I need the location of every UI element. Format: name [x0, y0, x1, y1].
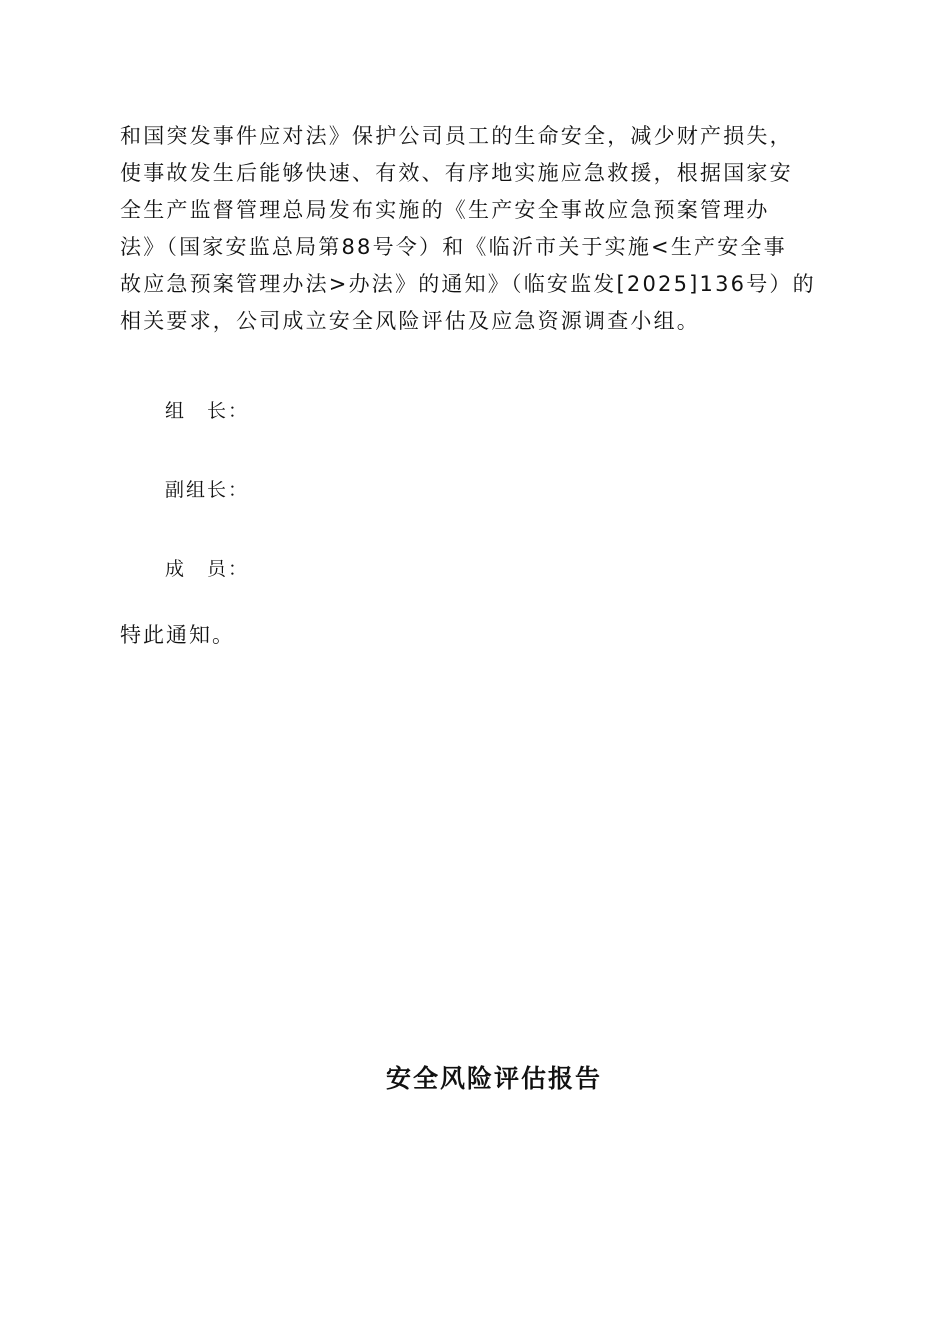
closing-remark: 特此通知。: [120, 623, 235, 647]
paragraph-line: 使事故发生后能够快速、有效、有序地实施应急救援，根据国家安: [120, 161, 793, 185]
paragraph-line: 全生产监督管理总局发布实施的《生产安全事故应急预案管理办: [120, 198, 770, 222]
paragraph-line: 故应急预案管理办法>办法》的通知》（临安监发[2025]136号）的: [120, 272, 816, 296]
paragraph-line: 相关要求，公司成立安全风险评估及应急资源调查小组。: [120, 309, 700, 333]
members-label: 成 员：: [165, 558, 250, 580]
notice-paragraph: [120, 118, 842, 340]
paragraph-line: 和国突发事件应对法》保护公司员工的生命安全，减少财产损失，: [120, 124, 793, 148]
deputy-leader-label: 副组长：: [165, 479, 250, 501]
team-leader-label: 组 长：: [165, 400, 250, 422]
paragraph-line: 法》（国家安监总局第88号令）和《临沂市关于实施<生产安全事: [120, 235, 787, 259]
report-title: 安全风险评估报告: [385, 1064, 602, 1093]
